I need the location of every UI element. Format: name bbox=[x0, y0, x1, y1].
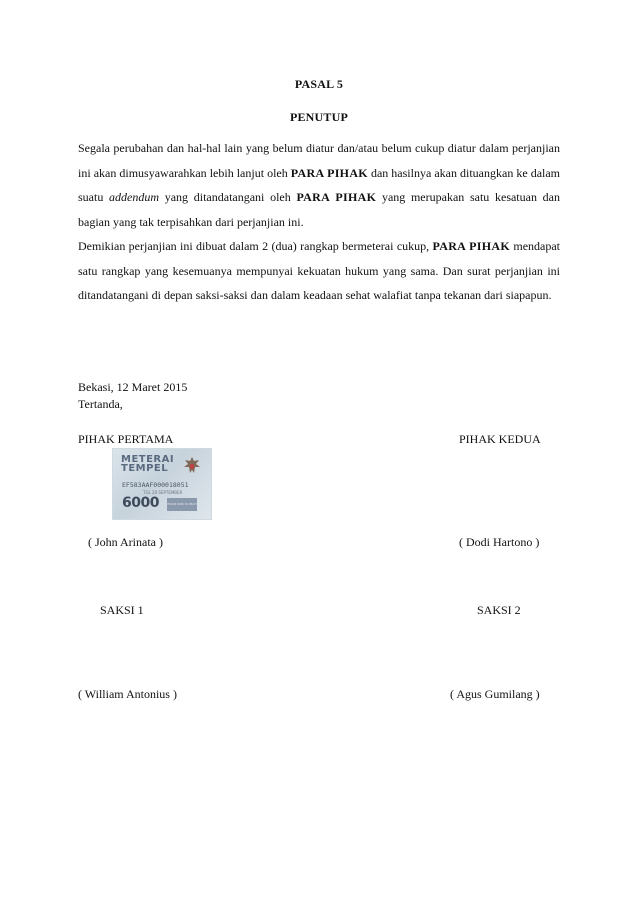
closing-paragraph-1 bbox=[78, 136, 560, 234]
stamp-serial: EF583AAF000018051 bbox=[122, 481, 189, 489]
article-title: PENUTUP bbox=[289, 110, 349, 124]
stamp-caption: TGL 20 SEPTEMBER bbox=[143, 490, 183, 495]
revenue-stamp bbox=[112, 448, 212, 520]
parties-term: PARA PIHAK bbox=[296, 190, 377, 204]
party-1-name: ( John Arinata ) bbox=[88, 535, 163, 549]
text-segment: Segala perubahan dan hal-hal lain yang belum diatur dan/atau belum cukup diatur dalam perjanjian ini akan dimusyawarahkan lebih lanjut oleh bbox=[78, 141, 560, 180]
garuda-emblem-icon bbox=[181, 455, 203, 477]
text-segment: mendapat satu rangkap yang kesemuanya mempunyai kekuatan hukum yang sama. Dan surat perjanjian ini ditandatangani di depan saksi-saksi dan dalam keadaan sehat walafiat tanpa tekanan dari siapapun. bbox=[78, 239, 561, 302]
article-number: PASAL 5 bbox=[294, 77, 344, 91]
place-date: Bekasi, 12 Maret 2015 bbox=[78, 380, 188, 394]
stamp-value: 6000 bbox=[122, 495, 159, 511]
witness-2-name: ( Agus Gumilang ) bbox=[450, 687, 540, 701]
stamp-label: METERAI TEMPEL bbox=[121, 454, 175, 474]
witness-1-name: ( William Antonius ) bbox=[78, 687, 177, 701]
text-segment: yang ditandatangani oleh bbox=[159, 190, 297, 204]
stamp-unit: ENAM RIBU RUPIAH bbox=[167, 498, 197, 511]
witness-1-title: SAKSI 1 bbox=[100, 603, 144, 617]
party-2-name: ( Dodi Hartono ) bbox=[459, 535, 540, 549]
addendum-term: addendum bbox=[109, 190, 160, 204]
signature-greeting: Tertanda, bbox=[78, 397, 123, 411]
text-segment: Demikian perjanjian ini dibuat dalam 2 (dua) rangkap bermeterai cukup, bbox=[78, 239, 433, 253]
parties-term: PARA PIHAK bbox=[432, 239, 510, 253]
closing-paragraph-2 bbox=[78, 234, 560, 308]
party-1-title: PIHAK PERTAMA bbox=[78, 432, 174, 446]
witness-2-title: SAKSI 2 bbox=[477, 603, 521, 617]
text-segment: yang merupakan satu kesatuan dan bagian yang tak terpisahkan dari perjanjian ini. bbox=[78, 190, 560, 229]
parties-term: PARA PIHAK bbox=[290, 165, 368, 180]
text-segment: dan hasilnya akan dituangkan ke dalam suatu bbox=[78, 165, 561, 204]
party-2-title: PIHAK KEDUA bbox=[459, 432, 541, 446]
